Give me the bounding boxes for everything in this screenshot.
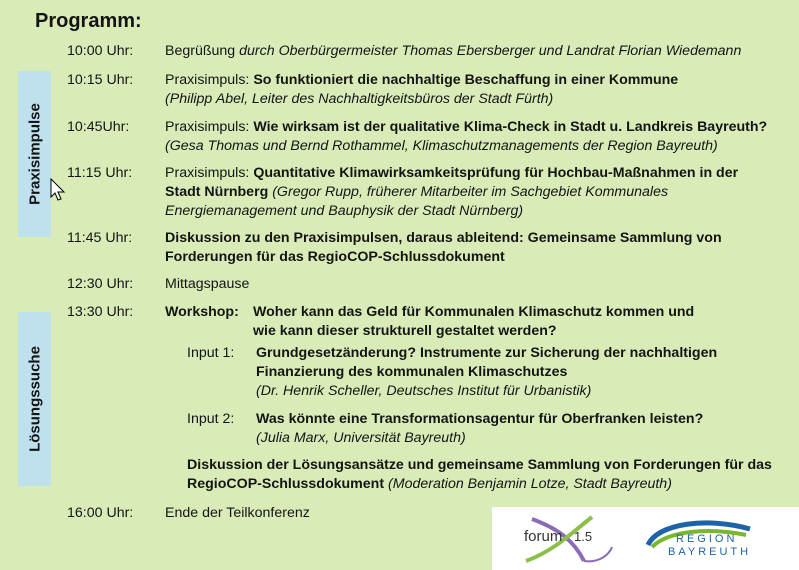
sidebar-praxisimpulse bbox=[18, 71, 51, 237]
time-1230: 12:30 Uhr: bbox=[67, 276, 134, 292]
item-title-cont: Stadt Nürnberg bbox=[165, 184, 269, 200]
item-impuls-3 bbox=[165, 164, 790, 221]
time-1045: 10:45Uhr: bbox=[67, 119, 130, 135]
sidebar-loesungssuche-label: Lösungssuche bbox=[26, 346, 43, 452]
forum-logo bbox=[514, 511, 624, 567]
input-2-speaker: (Julia Marx, Universität Bayreuth) bbox=[256, 430, 466, 446]
item-title: Wie wirksam ist der qualitative Klima-Check in Stadt u. Landkreis Bayreuth? bbox=[253, 119, 768, 135]
item-title-cont: Forderungen für das RegioCOP-Schlussdokument bbox=[165, 249, 505, 265]
item-prefix: Praxisimpuls: bbox=[165, 72, 254, 88]
item-prefix: Praxisimpuls: bbox=[165, 165, 254, 181]
sidebar-praxisimpulse-label: Praxisimpulse bbox=[26, 103, 43, 205]
workshop-title bbox=[253, 303, 793, 341]
workshop-title-line1: Woher kann das Geld für Kommunalen Klimaschutz kommen und bbox=[253, 304, 695, 320]
page-title: Programm: bbox=[35, 10, 142, 32]
input-1-title-cont: Finanzierung des kommunalen Klimaschutzes bbox=[256, 364, 568, 380]
closing-title: Diskussion der Lösungsansätze und gemeinsame Sammlung von Forderungen für das bbox=[187, 457, 772, 473]
forum-word: forum bbox=[524, 528, 563, 545]
item-speaker: (Gesa Thomas und Bernd Rothammel, Klimaschutzmanagements der Region Bayreuth) bbox=[165, 138, 718, 154]
region-bayreuth-logo bbox=[638, 513, 768, 567]
input-1-label: Input 1: bbox=[187, 345, 235, 361]
logo-panel bbox=[492, 507, 799, 570]
time-1330: 13:30 Uhr: bbox=[67, 304, 134, 320]
item-speaker-cont: Energiemanagement und Bauphysik der Stadt Nürnberg) bbox=[165, 203, 524, 219]
time-1600: 16:00 Uhr: bbox=[67, 505, 134, 521]
closing-moderator: (Moderation Benjamin Lotze, Stadt Bayreuth) bbox=[384, 476, 672, 492]
item-mittagspause: Mittagspause bbox=[165, 276, 250, 292]
item-speaker: (Gregor Rupp, früherer Mitarbeiter im Sachgebiet Kommunales bbox=[268, 184, 669, 200]
item-title: So funktioniert die nachhaltige Beschaffung in einer Kommune bbox=[253, 72, 679, 88]
item-prefix: Begrüßung bbox=[165, 43, 240, 59]
input-2-label: Input 2: bbox=[187, 411, 235, 427]
mouse-cursor-icon bbox=[50, 178, 66, 202]
time-1015: 10:15 Uhr: bbox=[67, 72, 134, 88]
time-1000: 10:00 Uhr: bbox=[67, 43, 134, 59]
closing-discussion bbox=[187, 456, 792, 494]
item-speaker: (Philipp Abel, Leiter des Nachhaltigkeitsbüros der Stadt Fürth) bbox=[165, 91, 554, 107]
item-diskussion-1 bbox=[165, 229, 790, 267]
forum-number: 1.5 bbox=[574, 529, 593, 544]
item-begruessung bbox=[165, 42, 790, 61]
item-impuls-1 bbox=[165, 71, 790, 109]
input-2-title: Was könnte eine Transformationsagentur für Oberfranken leisten? bbox=[256, 411, 704, 427]
bayreuth-word: BAYREUTH bbox=[668, 546, 752, 558]
sidebar-loesungssuche bbox=[18, 312, 51, 486]
item-ende: Ende der Teilkonferenz bbox=[165, 505, 310, 521]
item-title: Quantitative Klimawirksamkeitsprüfung für Hochbau-Maßnahmen in der bbox=[253, 165, 739, 181]
time-1115: 11:15 Uhr: bbox=[67, 165, 133, 181]
input-1-title: Grundgesetzänderung? Instrumente zur Sicherung der nachhaltigen bbox=[256, 345, 718, 361]
closing-title-cont: RegioCOP-Schlussdokument bbox=[187, 476, 385, 492]
region-word: REGION bbox=[676, 533, 738, 545]
time-1145: 11:45 Uhr: bbox=[67, 230, 133, 246]
input-2 bbox=[256, 410, 796, 448]
workshop-title-line2: wie kann dieser strukturell gestaltet werden? bbox=[253, 323, 557, 339]
input-1-speaker: (Dr. Henrik Scheller, Deutsches Institut für Urbanistik) bbox=[256, 383, 592, 399]
input-1 bbox=[256, 344, 796, 401]
item-italic: durch Oberbürgermeister Thomas Ebersberger und Landrat Florian Wiedemann bbox=[239, 43, 742, 59]
item-prefix: Praxisimpuls: bbox=[165, 119, 254, 135]
item-impuls-2 bbox=[165, 118, 790, 156]
workshop-label: Workshop: bbox=[165, 304, 239, 320]
item-title: Diskussion zu den Praxisimpulsen, daraus ableitend: Gemeinsame Sammlung von bbox=[165, 230, 722, 246]
